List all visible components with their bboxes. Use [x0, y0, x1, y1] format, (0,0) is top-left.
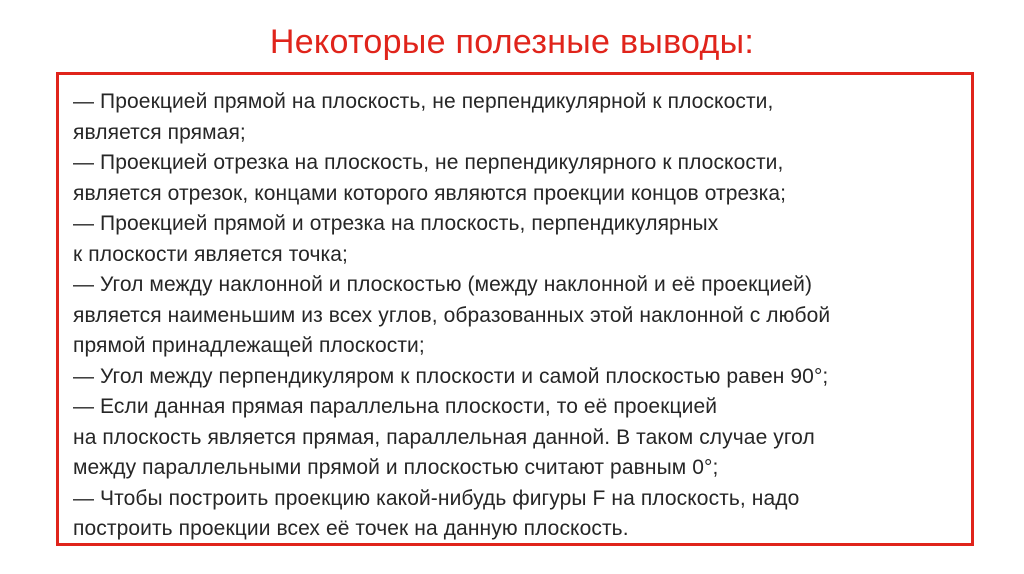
conclusion-line: — Угол между перпендикуляром к плоскости и самой плоскостью равен 90°; — [73, 364, 829, 388]
slide-title: Некоторые полезные выводы: — [269, 23, 755, 61]
conclusion-item — [73, 362, 961, 393]
conclusion-line: — Проекцией отрезка на плоскость, не перпендикулярного к плоскости, — [73, 151, 784, 174]
conclusion-line: — Угол между наклонной и плоскостью (между наклонной и её проекцией) — [73, 273, 813, 296]
conclusion-line: к плоскости является точка; — [73, 242, 348, 266]
conclusion-line: прямой принадлежащей плоскости; — [73, 334, 425, 357]
conclusion-line: — Чтобы построить проекцию какой-нибудь фигуры F на плоскость, надо — [73, 486, 800, 510]
conclusion-line: — Проекцией прямой и отрезка на плоскость, перпендикулярных — [73, 212, 719, 235]
conclusion-item — [73, 148, 961, 209]
conclusion-line: на плоскость является прямая, параллельная данной. В таком случае угол — [73, 425, 815, 449]
conclusion-line: построить проекции всех её точек на данную плоскость. — [73, 517, 629, 540]
conclusion-line: — Если данная прямая параллельна плоскости, то её проекцией — [73, 395, 718, 418]
conclusion-item — [73, 270, 961, 362]
conclusion-line: — Проекцией прямой на плоскость, не перпендикулярной к плоскости, — [73, 90, 774, 113]
conclusion-item — [73, 209, 961, 270]
conclusions-box — [56, 72, 974, 546]
conclusion-line: между параллельными прямой и плоскостью считают равным 0°; — [73, 456, 719, 479]
conclusion-item — [73, 87, 961, 148]
conclusion-line: является отрезок, концами которого являются проекции концов отрезка; — [73, 181, 787, 205]
conclusion-item — [73, 392, 961, 484]
conclusion-line: является прямая; — [73, 120, 246, 144]
conclusion-line: является наименьшим из всех углов, образованных этой наклонной с любой — [73, 303, 831, 327]
conclusion-item — [73, 484, 961, 545]
